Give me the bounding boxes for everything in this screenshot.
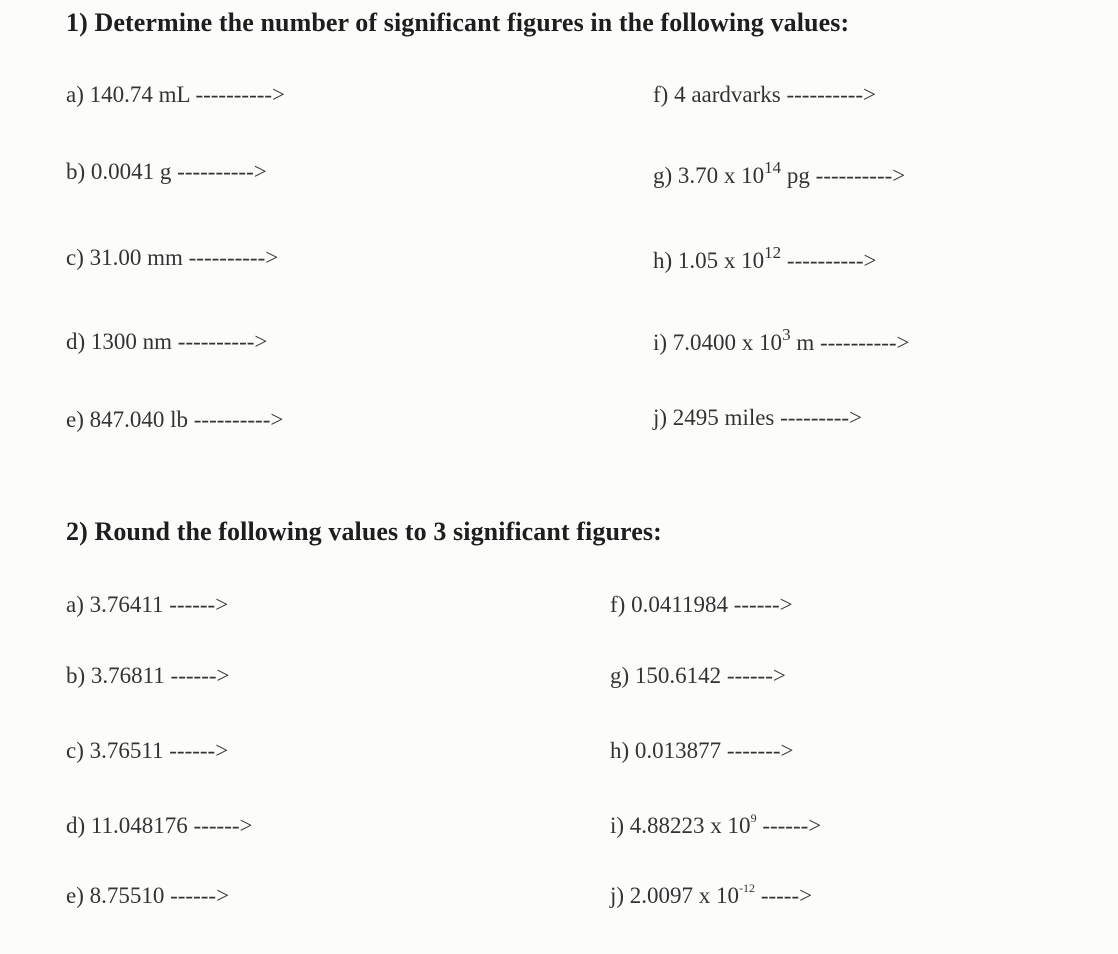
- s1-item-d: d) 1300 nm ---------->: [66, 329, 268, 354]
- section2-heading: 2) Round the following values to 3 significant figures:: [66, 517, 662, 546]
- s2-item-i-base: i) 4.88223 x 10: [610, 813, 751, 838]
- s2-item-f: f) 0.0411984 ------>: [610, 592, 793, 617]
- s2-item-a: a) 3.76411 ------>: [66, 592, 229, 617]
- s1-item-i-exponent: 3: [782, 325, 791, 344]
- s1-item-b: b) 0.0041 g ---------->: [66, 159, 267, 184]
- s1-item-h-exponent: 12: [764, 243, 782, 262]
- s1-item-g-exponent: 14: [764, 158, 782, 177]
- s1-item-g-base: g) 3.70 x 10: [653, 163, 765, 188]
- s1-item-a: a) 140.74 mL ---------->: [66, 82, 286, 107]
- s1-item-i-base: i) 7.0400 x 10: [653, 330, 783, 355]
- s1-item-h: [653, 243, 877, 274]
- s1-item-i-rest: m ---------->: [790, 330, 910, 355]
- section1-heading: 1) Determine the number of significant figures in the following values:: [66, 8, 850, 37]
- s2-item-b: b) 3.76811 ------>: [66, 663, 230, 688]
- s2-item-i-exponent: 9: [750, 811, 757, 825]
- s1-item-h-rest: ---------->: [781, 248, 877, 273]
- s2-item-j-rest: ----->: [755, 883, 813, 908]
- s2-item-i-rest: ------>: [756, 813, 822, 838]
- s1-item-f: f) 4 aardvarks ---------->: [653, 82, 877, 107]
- s2-item-j-exponent: -12: [739, 881, 756, 895]
- s1-item-c: c) 31.00 mm ---------->: [66, 245, 279, 270]
- s1-item-g: [653, 158, 906, 189]
- s2-item-c: c) 3.76511 ------>: [66, 738, 229, 763]
- s1-item-e: e) 847.040 lb ---------->: [66, 407, 284, 432]
- s1-item-h-base: h) 1.05 x 10: [653, 248, 765, 273]
- s2-item-j: [610, 883, 812, 909]
- s2-item-g: g) 150.6142 ------>: [610, 663, 786, 688]
- s2-item-d: d) 11.048176 ------>: [66, 813, 253, 838]
- s2-item-e: e) 8.75510 ------>: [66, 883, 230, 908]
- s2-item-j-base: j) 2.0097 x 10: [610, 883, 740, 908]
- s1-item-g-rest: pg ---------->: [781, 163, 906, 188]
- s1-item-i: [653, 325, 910, 356]
- s2-item-i: [610, 813, 821, 839]
- s2-item-h: h) 0.013877 ------->: [610, 738, 794, 763]
- s1-item-j: j) 2495 miles --------->: [653, 405, 863, 430]
